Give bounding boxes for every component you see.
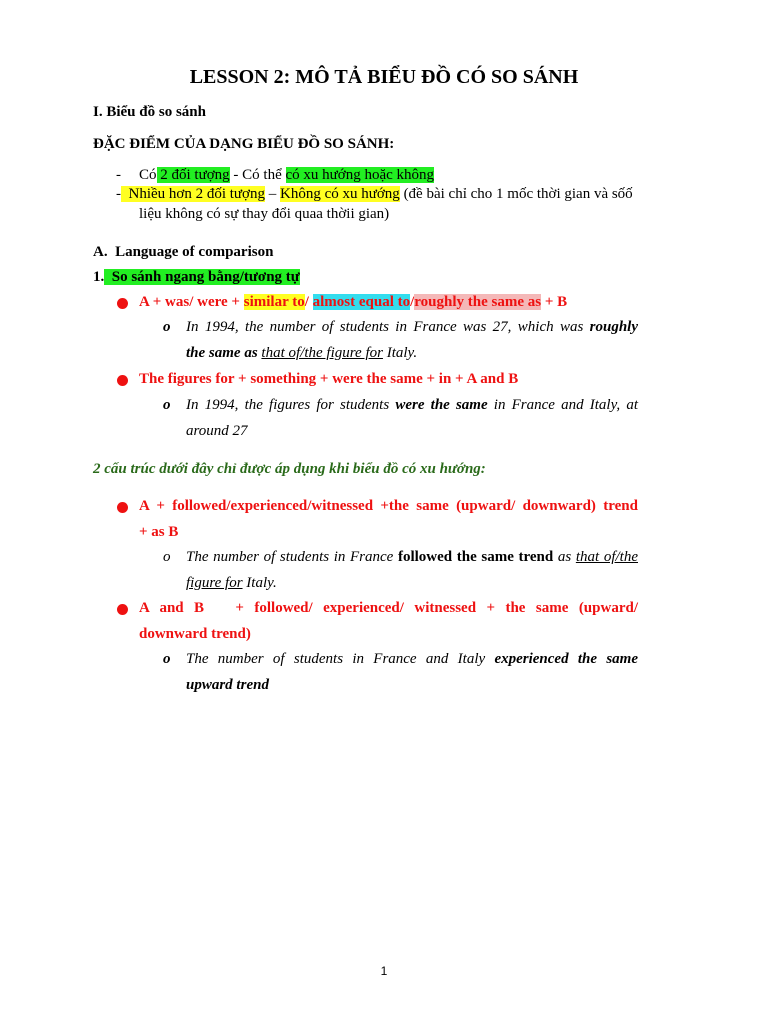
bullet-4-line-2: downward trend) [139, 626, 251, 642]
example-1-underlined: that of/the figure for [261, 345, 383, 361]
example-3-text-c: as [553, 549, 576, 565]
feature-2-part-d: (đề bài chỉ cho 1 mốc thời gian và sốố [399, 186, 633, 202]
bullet-1-part-c: / [304, 294, 313, 310]
example-1-text-d: Italy. [382, 345, 418, 361]
bullet-1-almost-equal-to: almost equal to [312, 294, 411, 310]
features-heading: ĐẶC ĐIỂM CỦA DẠNG BIỂU ĐỒ SO SÁNH: [93, 136, 395, 152]
example-3-text-e: Italy. [242, 575, 277, 591]
example-1-line-1 [186, 319, 638, 336]
subsection-1-label: So sánh ngang bằng/tương tự [104, 269, 300, 285]
example-2-bold-same: were the same [395, 397, 488, 413]
feature-1-highlight-objects: 2 đối tượng [156, 167, 230, 183]
example-3-text-a: The number of students in France [186, 549, 398, 565]
example-3-underlined-b: figure for [186, 575, 243, 591]
feature-dash-2: - [116, 186, 121, 202]
example-3-line-2 [186, 575, 277, 592]
bullet-1-similar-to: similar to [243, 294, 305, 310]
bullet-1-part-e: / [410, 294, 415, 310]
bullet-dot-1 [117, 298, 128, 309]
example-2-text-a: In 1994, the figures for students [186, 397, 396, 413]
bullet-1-roughly-same-as: roughly the same as [414, 294, 542, 310]
bullet-dot-4 [117, 604, 128, 615]
example-marker-4: o [163, 651, 171, 667]
feature-1-part-a: Có [139, 167, 157, 183]
example-1-text-a: In 1994, the number of students in France was 27, which was [186, 319, 590, 335]
bullet-2: The figures for + something + were the same + in + A and B [139, 371, 519, 387]
example-2-text-c: in France and Italy, at [487, 397, 639, 413]
bullet-4-line-1: A and B + followed/ experienced/ witnessed + the same (upward/ [139, 600, 638, 616]
example-1-bold-same-as: the same as [186, 345, 258, 361]
example-4-bold-experienced: experienced the same [494, 651, 638, 667]
trend-note: 2 cấu trúc dưới đây chỉ được áp dụng khi biểu đồ có xu hướng: [93, 461, 486, 477]
bullet-dot-2 [117, 375, 128, 386]
example-marker-1: o [163, 319, 171, 335]
bullet-1-part-a: A + was/ were + [139, 294, 244, 310]
feature-item-2 [121, 186, 633, 203]
example-2-line-1 [186, 397, 638, 414]
feature-item-1 [139, 167, 434, 184]
bullet-dot-3 [117, 502, 128, 513]
example-marker-3: o [163, 549, 171, 565]
bullet-3-line-2: + as B [139, 524, 179, 540]
page-number: 1 [380, 964, 388, 978]
example-1-bold-roughly: roughly [589, 319, 638, 335]
feature-1-part-c: - Có thể [229, 167, 286, 183]
example-2-line-2: around 27 [186, 423, 248, 439]
example-4-line-2: upward trend [186, 677, 269, 693]
feature-dash-1: - [116, 167, 121, 183]
section-heading-a: A. Language of comparison [93, 244, 274, 260]
bullet-1 [139, 294, 567, 311]
example-marker-2: o [163, 397, 171, 413]
example-3-bold-trend: followed the same trend [397, 549, 554, 565]
example-3-line-1 [186, 549, 638, 566]
example-3-underlined-a: that of/the [575, 549, 638, 565]
example-4-line-1 [186, 651, 638, 668]
bullet-3-line-1: A + followed/experienced/witnessed +the same (upward/ downward) trend [139, 498, 638, 514]
subsection-1 [93, 269, 300, 286]
page-title: LESSON 2: MÔ TẢ BIỂU ĐỒ CÓ SO SÁNH [189, 66, 579, 88]
feature-1-highlight-trend: có xu hướng hoặc không [285, 167, 435, 183]
subsection-1-number: 1. [93, 269, 105, 285]
feature-2-highlight-objects: Nhiều hơn 2 đối tượng [121, 186, 265, 202]
example-4-text-a: The number of students in France and Italy [186, 651, 495, 667]
feature-2-highlight-no-trend: Không có xu hướng [280, 186, 400, 202]
feature-2-line-2: liệu không có sự thay đổi quaa thờii gian) [139, 206, 390, 222]
feature-2-part-b: – [265, 186, 280, 202]
example-1-line-2 [186, 345, 417, 362]
section-heading-i: I. Biểu đồ so sánh [93, 104, 206, 120]
bullet-1-part-g: + B [541, 294, 568, 310]
